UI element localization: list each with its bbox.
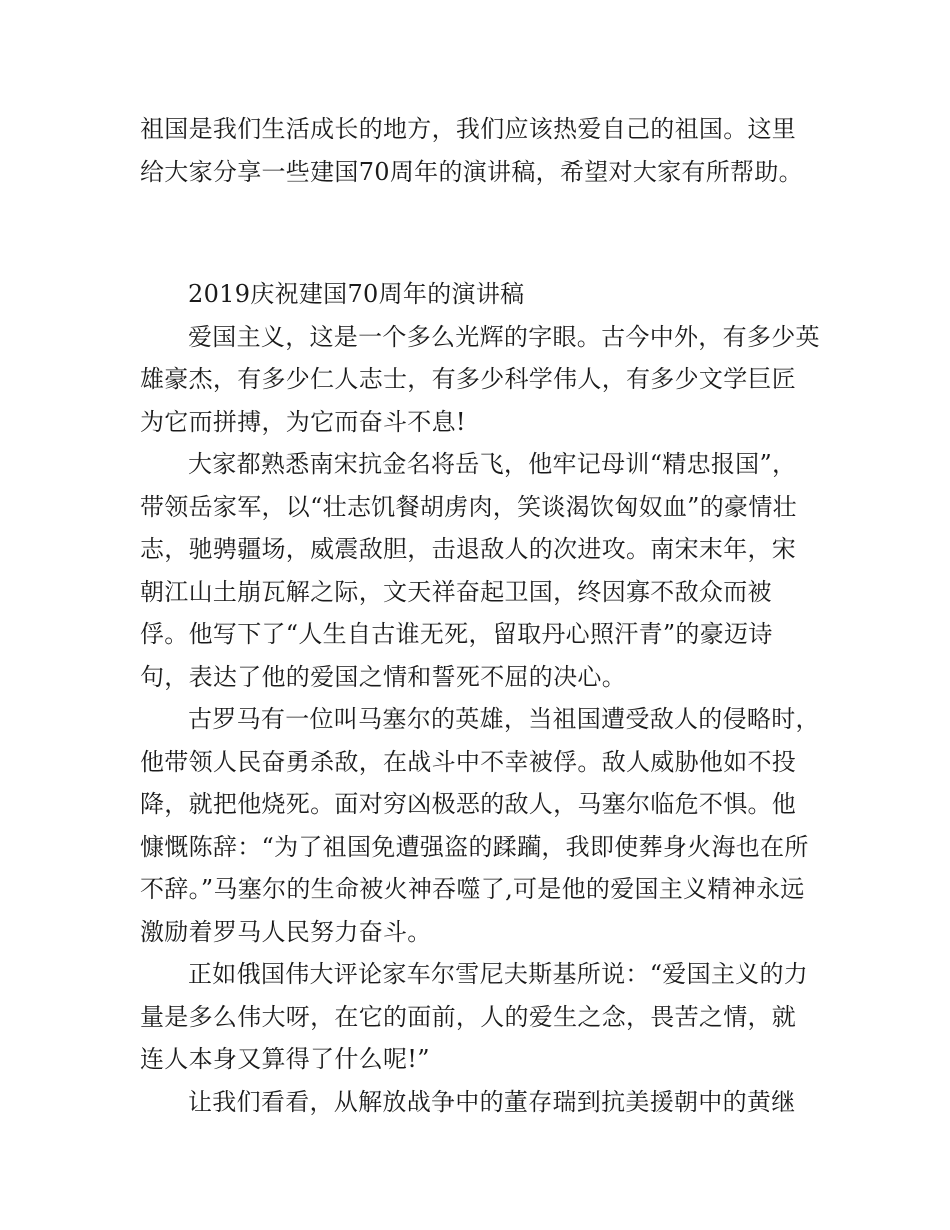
body-paragraph-4: 正如俄国伟大评论家车尔雪尼夫斯基所说：“爱国主义的力量是多么伟大呀，在它的面前，人的爱生之念，畏苦之情，就连人本身又算得了什么呢!”: [140, 960, 809, 1073]
document-body: [140, 108, 820, 1123]
intro-paragraph: 祖国是我们生活成长的地方，我们应该热爱自己的祖国。这里给大家分享一些建国70周年的演讲稿，希望对大家有所帮助。: [140, 115, 803, 186]
body-paragraph-2: 大家都熟悉南宋抗金名将岳飞，他牢记母训“精忠报国”，带领岳家军，以“壮志饥餐胡虏肉，笑谈渴饮匈奴血”的豪情壮志，驰骋疆场，威震敌胆，击退敌人的次进攻。南宋末年，宋朝江山土崩瓦解之际，文天祥奋起卫国，终因寡不敌众而被俘。他写下了“人生自古谁无死，留取丹心照汗青”的豪迈诗句，表达了他的爱国之情和誓死不屈的决心。: [140, 450, 797, 691]
body-paragraph-5: 让我们看看，从解放战争中的董存瑞到抗美援朝中的黄继: [188, 1087, 796, 1116]
speech-title: 2019庆祝建国70周年的演讲稿: [188, 280, 525, 308]
body-paragraph-3: 古罗马有一位叫马塞尔的英雄，当祖国遭受敌人的侵略时，他带领人民奋勇杀敌，在战斗中不幸被俘。敌人威胁他如不投降，就把他烧死。面对穷凶极恶的敌人，马塞尔临危不惧。他慷慨陈辞：“为了祖国免遭强盗的蹂躏，我即使葬身火海也在所不辞。”马塞尔的生命被火神吞噬了,可是他的爱国主义精神永远激励着罗马人民努力奋斗。: [140, 705, 820, 946]
body-paragraph-1: 爱国主义，这是一个多么光辉的字眼。古今中外，有多少英雄豪杰，有多少仁人志士，有多少科学伟人，有多少文学巨匠为它而拼搏，为它而奋斗不息!: [140, 322, 820, 436]
